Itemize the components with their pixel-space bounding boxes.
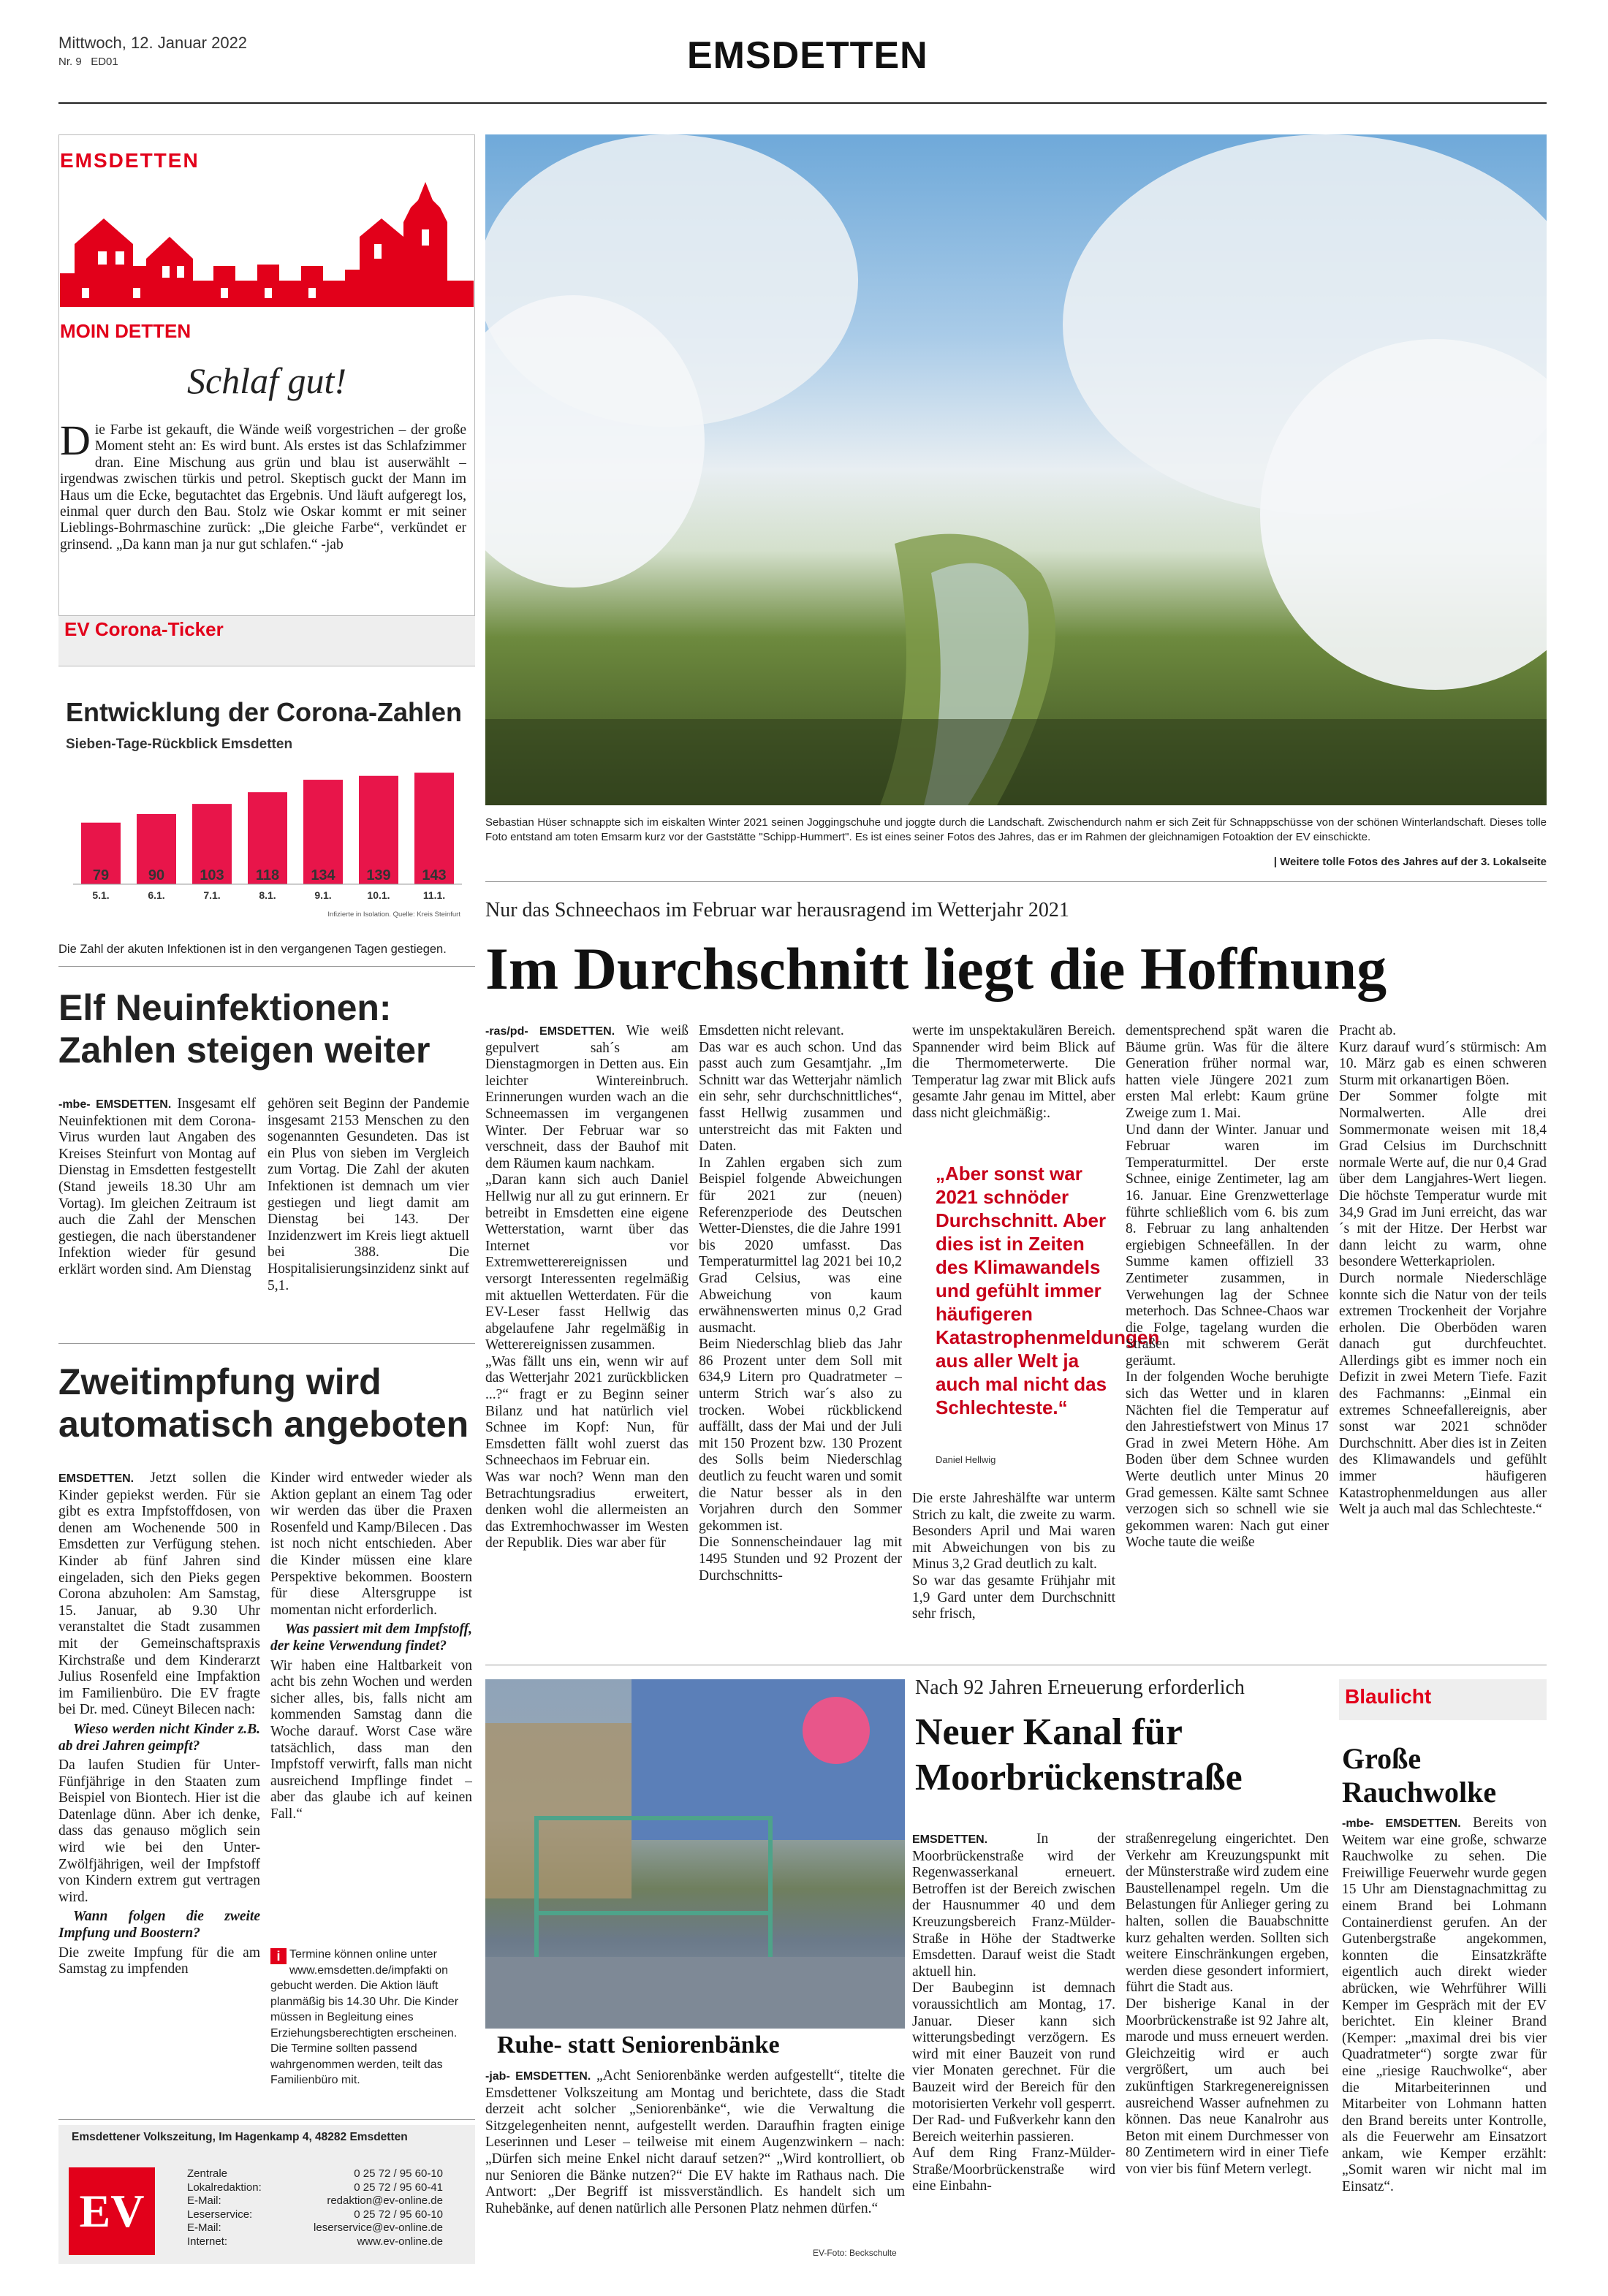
chart-value-label: 118 [255,867,280,883]
kanal-kicker: Nach 92 Jahren Erneuerung erforderlich [915,1676,1245,1699]
impf-col1 [58,1470,260,1978]
footer-contact-row [187,2221,443,2235]
winter-landscape-image [485,134,1547,805]
moin-text [60,422,466,553]
kanal-col2: straßenregelung eingerichtet. Den Verkehr am Kreuzungspunkt mit der Münsterstraße wird zudem eine Baustellenampel regeln. Um die Belastungen für Anlieger gering zu halten, sollen die Bauabschnitte kurz gehalten werden. Sollten sich weitere Einschränkungen ergeben, werden diese gesondert informiert, führt die Stadt aus. Der bisherige Kanal in der Moorbrückenstraße ist 92 Jahre alt, marode und muss erneuert werden. Gleichzeitig wird er auch vergrößert, um auch bei zukünftigen Starkregenereignissen ausreichend Wasser aufnehmen zu können. Das neue Kanalrohr aus Beton mit einem Durchmesser von 80 Zentimetern wird in einer Tiefe von vier bis fünf Metern verlegt. [1126,1831,1329,2177]
weather-col3b: Die erste Jahreshälfte war unterm Strich zu kalt, die zweite zu warm. Besonders April und Mai waren mit Abweichungen von bis zu Minus 3,2 Grad deutlich zu kalt. So war das gesamte Frühjahr mit 1,9 Gard unter dem Durchschnitt sehr frisch, [912,1491,1115,1622]
impf-dateline: EMSDETTEN. [58,1472,134,1485]
hero-rule [485,881,1547,882]
bench-headline: Ruhe- statt Seniorenbänke [497,2031,780,2059]
weather-quote: „Aber sonst war 2021 schnöder Durchschnitt. Aber dies ist in Zeiten des Klimawandels und gefühlt immer häufigeren Katastrophenmeldungen aus aller Welt ja auch mal nicht das Schlechteste.“ [936,1163,1160,1418]
logo-town: EMSDETTEN [60,149,200,172]
weather-col1 [485,1023,689,1552]
chart-category-label: 5.1. [92,889,110,901]
weather-kicker: Nur das Schneechaos im Februar war herausragend im Wetterjahr 2021 [485,899,1069,921]
chart-category-label: 6.1. [148,889,165,901]
bench-body: „Acht Seniorenbänke werden aufgestellt“, titelte die Emsdettener Volkszeitung am Montag und berichtete, dass die Stadt derzeit acht solcher „Seniorenbänke“, wie die Verwaltung die Sitzgelegenheiten nennt, aufgestellt werden. Daraufhin fragten einige Leserinnen und Leser – teilweise mit einem Augenzwinkern – nach: „Dürfen sich meine Enkel nicht darauf setzen?“ „Wird kontrolliert, ob nur Senioren die Bänke nutzen?“ Die EV hakte im Rathaus nach. Die Antwort: „Der Begriff ist missverständlich. Es handelt sich um Ruhebänke, auf denen natürlich alle Personen Platz nehmen dürfen.“ [485,2068,905,2216]
impf-q3: Was passiert mit dem Impfstoff, der keine Verwendung findet? [270,1622,472,1654]
footer-contact-label: Leserservice: [187,2208,253,2221]
hero-more: | Weitere tolle Fotos des Jahres auf der 3. Lokalseite [1273,856,1547,868]
impf-q1: Wieso werden nicht Kinder z.B. ab drei Jahren geimpft? [58,1721,260,1754]
weather-quote-author: Daniel Hellwig [936,1454,996,1465]
moin-title: Schlaf gut! [186,360,347,401]
bench-text [485,2068,905,2217]
impf-headline: Zweitimpfung wird automatisch angeboten [58,1361,469,1445]
impf-col1-c: Die zweite Impfung für die am Samstag zu impfenden [58,1945,260,1977]
elf-col1-text: Insgesamt elf Neuinfektionen mit dem Corona-Virus wurden laut Angaben des Kreises Steinfurt von Montag auf Dienstag in Emsdetten festgestellt (Stand jeweils 18.30 Uhr am Vortag). Im gleichen Zeitraum ist auch die Zahl der Menschen gestiegen, die nach überstandener Infektion wieder für gesund erklärt worden sind. Am Dienstag [58,1096,256,1277]
bench-image [485,1679,905,2029]
hero-photo [485,134,1547,805]
weather-col5: Pracht ab. Kurz darauf wurd´s stürmisch: Am 10. März gab es einen schweren Sturm mit orkanartigen Böen. Der Sommer folgte mit Normalwerten. Alle drei Sommermonate weisen mit 18,4 Grad Celsius im Durchschnitt normale Werte auf, die nur 0,4 Grad über dem Langjahres-Wert liegen. Die höchste Temperatur wurde mit 34,9 Grad im Juni erreicht, das war´s mit der Hitze. Der Herbst war dann leicht zu warm, ohne besondere Wetterkapriolen. Durch normale Niederschläge konnte sich die Natur von der teils extremen Trockenheit der Vorjahre erholen. Die Oberböden waren danach gut durchfeuchtet. Allerdings gibt es immer noch ein Defizit in zwei Metern Tiefe. Fazit des Fachmanns: „Einmal ein extremes Schneefallereignis, aber sonst war 2021 schnöder Durchschnitt. Aber dies ist in Zeiten des Klimawandels und gefühlt immer häufigeren Katastrophenmeldungen aus aller Welt ja auch mal das Schlechteste.“ [1339,1023,1547,1518]
elf-headline: Elf Neuinfektionen: Zahlen steigen weiter [58,987,431,1071]
chart-category-label: 10.1. [367,889,390,901]
elf-col2 [268,1096,469,1294]
footer-contact-label: Lokalredaktion: [187,2181,262,2194]
footer-contact-value: 0 25 72 / 95 60-10 [354,2167,443,2180]
chart-value-label: 103 [200,867,224,883]
chart-value-label: 134 [311,867,335,883]
masthead-issue [58,56,118,68]
chart-bars [58,753,475,906]
chart-value-label: 79 [92,867,110,883]
footer-contact-row [187,2167,443,2181]
weather-col1-text: Wie weiß gepulvert sah´s am Dienstagmorgen in Detten aus. Ein leichter Wintereinbruch. Erinnerungen wurden wach an die Schneemassen im vergangenen Winter. Der Februar war so verschneit, dass der Bauhof mit dem Räumen kaum nachkam. „Daran kann sich auch Daniel Hellwig nur all zu gut erinnern. Er betreibt in Emsdetten eine eigene Wetterstation, warnt über das Internet vor Extremwetterereignissen und versorgt Interessenten regelmäßig mit aktuellen Wetterdaten. Für die EV-Leser fasst Hellwig das abgelaufene Jahr regelmäßig in Wetterereignissen zusammen. „Was fällt uns ein, wenn wir auf das Wetterjahr 2021 zurückblicken ...?“ fragt er zu Beginn seiner Bilanz und hat natürlich viel Schnee im Kopf: Nun, für Emsdetten fällt wohl zuerst das Schneechaos im Februar ein. Was war noch? Wenn man den Betrachtungsradius erweitert, denken wohl die allermeisten an das Extremhochwasser im Westen der Republik. Dies war aber für [485,1023,689,1551]
blaulicht-dateline: -mbe- EMSDETTEN. [1342,1817,1461,1830]
chart-subtitle: Sieben-Tage-Rückblick Emsdetten [66,737,293,752]
chart-category-label: 11.1. [422,889,446,901]
blaulicht-text [1342,1815,1547,2196]
info-box [270,1947,472,2088]
chart-title: Entwicklung der Corona-Zahlen [66,697,463,727]
skyline-logo [60,178,474,307]
dropcap: D [60,422,91,464]
info-text: Termine können online unter www.emsdetten.de/impfakti on gebucht werden. Die Aktion läuft planmäßig bis 14.30 Uhr. Die Kinder müssen in Begleitung eines Erziehungsberechtigten erscheinen. Die Termine sollten passend wahrgenommen werden, teilt das Familienbüro mit. [270,1948,459,2086]
section-title: EMSDETTEN [687,34,928,77]
moin-label: MOIN DETTEN [60,320,191,342]
impf-col1-a: Jetzt sollen die Kinder gepiekst werden. Für sie gibt es extra Impfstoffdosen, von denen am Wochenende 500 in Emsdetten zur Verfügung stehen. Kinder ab fünf Jahren sind eingeladen, sich den Pieks gegen Corona abzuholen: Am Samstag, 15. Januar, ab 9.30 Uhr veranstaltet die Stadt zusammen mit der Gemeinschaftspraxis Kirchstraße und dem Kinderarzt Julius Rosenfeld eine Impfaktion im Familienbüro. Die EV fragte bei Dr. med. Cüneyt Bilecen nach: [58,1470,260,1718]
footer-contact-value: 0 25 72 / 95 60-10 [354,2208,443,2221]
footer-publisher: Emsdettener Volkszeitung, Im Hagenkamp 4, 48282 Emsdetten [72,2131,408,2143]
bench-photo [485,1679,905,2029]
footer-contact-label: E-Mail: [187,2194,221,2207]
footer-contact-value: 0 25 72 / 95 60-41 [354,2181,443,2194]
moin-body: ie Farbe ist gekauft, die Wände weiß vorgestrichen – der große Moment steht an: Es wird bunt. Als erstes ist das Schlafzimmer dran. Eine Mischung aus grün und blau ist auserwählt – irgendwas zwischen türkis und petrol. Skeptisch guckt der Mann im Haus um die Ecke, begutachtet das Ergebnis. Und läuft aufgeregt los, einmal quer durch den Bau. Stolz wie Oskar kommt er mit seiner Lieblings-Bohrmaschine zurück: „Die gleiche Farbe“, verkündet er grinsend. „Da kann man ja nur gut schlafen.“ -jab [60,422,466,552]
footer-contact-label: Internet: [187,2235,228,2248]
chart-caption: Die Zahl der akuten Infektionen ist in den vergangenen Tagen gestiegen. [58,943,447,956]
impf-q2: Wann folgen die zweite Impfung und Boostern? [58,1909,260,1942]
footer-rule [58,2119,475,2120]
issue-number: Nr. 9 [58,56,82,68]
impf-col2-b: Wir haben eine Haltbarkeit von acht bis zehn Wochen und werden sicher alles, bis, falls nicht am kommenden Samstag dann die Woche darauf. Worst Case wäre tatsächlich, dass man den Impfstoff verwirft, falls man nicht ausreichend Impflinge findet – aber das glaube ich auf keinen Fall.“ [270,1657,472,1822]
bench-dateline: -jab- EMSDETTEN. [485,2070,591,2083]
footer-contact-label: Zentrale [187,2167,228,2180]
impf-col2 [270,1470,472,1822]
footer-contact-row [187,2235,443,2249]
footer-contact-value[interactable]: redaktion@ev-online.de [327,2194,443,2207]
chart-category-label: 7.1. [203,889,221,901]
chart-value-label: 143 [422,867,447,883]
footer-logo: EV [69,2167,155,2255]
footer-contacts [187,2167,443,2249]
impf-col1-b: Da laufen Studien für Unter-Fünfjährige in den Staaten zum Beispiel von Biontech. Hier ist die Datenlage dünn. Aber ich denke, dass das genauso möglich sein wird wie bei den Unter-Zwölfjährigen, weil der Impfstoff von Kindern extrem gut vertragen wird. [58,1757,260,1905]
masthead-rule [58,102,1547,104]
kanal-col1 [912,1831,1115,2195]
kanal-col1-text: In der Moorbrückenstraße wird der Regenwasserkanal erneuert. Betroffen ist der Bereich zwischen der Hausnummer 40 und dem Kreuzungsbereich Franz-Mülder-Straße in Höhe der Stadtwerke Emsdetten. Darauf weist die Stadt aktuell hin. Der Baubeginn ist demnach voraussichtlich am Montag, 17. Januar. Dieser kann sich witterungsbedingt verzögern. Es wird mit einer Bauzeit von rund vier Monaten gerechnet. Für die Bauzeit wird der Bereich für den motorisierten Verkehr voll gesperrt. Der Rad- und Fußverkehr kann den Bereich weiterhin passieren. Auf dem Ring Franz-Mülder-Straße/Moorbrückenstraße wird eine Einbahn- [912,1831,1115,2194]
weather-col4: dementsprechend spät waren die Bäume grün. Was für die ältere Generation früher normal war, hatten viele Jüngere 2021 zum ersten Mal erlebt: Kaum grüne Zweige zum 1. Mai. Und dann der Winter. Januar und Februar waren im Temperaturmittel. Der erste Schnee, einige Zentimeter, lag am 16. Januar. Eine Grenzwetterlage führte schließlich vom 6. bis zum 8. Februar zu lang anhaltenden ergiebigen Schneefällen. In der Summe kamen offiziell 33 Zentimeter zusammen, in Verwehungen lag der Schnee meterhoch. Das Schnee-Chaos war die Folge, tagelang wurden die Straßen mit schwerem Gerät geräumt. In der folgenden Woche beruhigte sich das Wetter und in klaren Nächten fiel die Temperatur auf den Jahrestiefstwert von Minus 17 Grad in zwei Metern Höhe. Am Boden über dem Schnee wurden Werte deutlich unter Minus 20 Grad gemessen. Kälte samt Schnee verzogen sich so schnell wie sie gekommen waren: Nach gut einer Woche taute die weiße [1126,1023,1329,1551]
chart-source: Infizierte in Isolation. Quelle: Kreis Steinfurt [327,911,460,919]
corona-chart [58,672,475,935]
bench-credit: EV-Foto: Beckschulte [813,2248,897,2258]
blaulicht-headline: Große Rauchwolke [1342,1742,1497,1809]
footer-contact-label: E-Mail: [187,2221,221,2234]
chart-value-label: 90 [148,867,165,883]
chart-category-label: 8.1. [259,889,276,901]
weather-dateline: -ras/pd- EMSDETTEN. [485,1025,615,1038]
footer-contact-row [187,2208,443,2222]
elf-col1 [58,1096,256,1279]
elf-col2-text: gehören seit Beginn der Pandemie insgesamt 2153 Menschen zu den sogenannten Gesundeten. Das ist ein Plus von sieben im Vergleich zum Vortag. Die Zahl der akuten Infektionen ist demnach um vier gestiegen und liegt damit am Dienstag bei 143. Der Inzidenzwert im Kreis liegt aktuell bei 388. Die Hospitalisierungsinzidenz sinkt auf 5,1. [268,1096,469,1293]
weather-col3a: werte im unspektakulären Bereich. Spannender wird beim Blick auf die Thermometerwerte. Die Temperatur lag zwar mit Blick aufs gesamte Jahr genau im Mittel, aber dass nicht gleichmäßig:. [912,1023,1115,1121]
elf-dateline: -mbe- EMSDETTEN. [58,1098,172,1111]
footer-contact-value[interactable]: leserservice@ev-online.de [314,2221,443,2234]
chart-caption-rule [58,966,475,967]
hero-caption: Sebastian Hüser schnappte sich im eiskalten Winter 2021 seinen Joggingschuhe und joggte durch die Landschaft. Zwischendurch nahm er sich Zeit für Schnappschüsse von der schönen Winterlandschaft. Dieses tolle Foto entstand am toten Emsarm kurz vor der Gaststätte "Schipp-Hummert". Es ist eines seiner Fotos des Jahres, das er im Rahmen der gleichnamigen Fotoaktion der EV einschickte. [485,816,1547,843]
kanal-headline: Neuer Kanal für Moorbrückenstraße [915,1711,1243,1798]
chart-category-label: 9.1. [314,889,332,901]
footer-contact-row [187,2181,443,2195]
info-icon: i [270,1948,287,1964]
weather-headline: Im Durchschnitt liegt die Hoffnung [485,935,1387,1002]
blaulicht-label: Blaulicht [1345,1685,1432,1708]
masthead-date: Mittwoch, 12. Januar 2022 [58,34,248,52]
blaulicht-body: Bereits von Weitem war eine große, schwarze Rauchwolke zu sehen. Die Freiwillige Feuerwehr wurde gegen 15 Uhr am Dienstagnachmittag zu einem Brand bei Lohmann Containerdienst gerufen. An der Gutenbergstraße angekommen, konnten die Einsatzkräfte eigentlich auch direkt wieder abrücken, wie Wehrführer Willi Kemper im Gespräch mit der EV berichtet. Ein kleiner Brand (Kemper: „maximal drei bis vier Quadratmeter“) sorgte zwar für eine „riesige Rauchwolke“, aber die Mitarbeiterinnen und Mitarbeiter von Lohmann hatten den Brand bereits unter Kontrolle, als die Feuerwehr am Einsatzort ankam, wie Kemper erzählt: „Somit waren wir nicht mal im Einsatz“. [1342,1815,1547,2195]
footer-contact-value[interactable]: www.ev-online.de [357,2235,443,2248]
elf-rule [58,1343,475,1344]
edition-code: ED01 [91,56,118,68]
chart-value-label: 139 [366,867,391,883]
kanal-dateline: EMSDETTEN. [912,1833,988,1846]
ticker-label: EV Corona-Ticker [64,618,224,640]
weather-col2: Emsdetten nicht relevant. Das war es auch schon. Und das passt auch zum Gesamtjahr. „Im Schnitt war das Wetterjahr nämlich ein sehr, sehr durchschnittliches“, fasst Hellwig zusammen und unterstreicht das mit Fakten und Daten. In Zahlen ergaben sich zum Beispiel folgende Abweichungen für 2021 zur (neuen) Referenzperiode des Deutschen Wetter-Dienstes, die die Jahre 1991 bis 2020 umfasst. Das Temperaturmittel lag 2021 bei 10,2 Grad Celsius, was eine Abweichung von kaum erwähnenswerten minus 0,2 Grad ausmacht. Beim Niederschlag blieb das Jahr 86 Prozent unter dem Soll mit 634,9 Litern pro Quadratmeter – unterm Strich war´s also zu trocken. Wobei rückblickend auffällt, dass der Mai und der Juli mit 150 Prozent bzw. 130 Prozent des Solls beim Niederschlag deutlich zu feucht waren und somit die Natur besser als in den Vorjahren durch den Sommer gekommen ist. Die Sonnenscheindauer lag mit 1495 Stunden und 92 Prozent der Durchschnitts- [699,1023,902,1584]
impf-col2-a: Kinder wird entweder wieder als Aktion geplant an einem Tag oder wir werden das über die Praxen Rosenfeld und Kamp/Bilecen . Das ist noch nicht entschieden. Aber die Kinder müssen eine klare Perspektive bekommen. Boostern für diese Altersgruppe ist momentan nicht erforderlich. [270,1470,472,1618]
footer-contact-row [187,2194,443,2208]
